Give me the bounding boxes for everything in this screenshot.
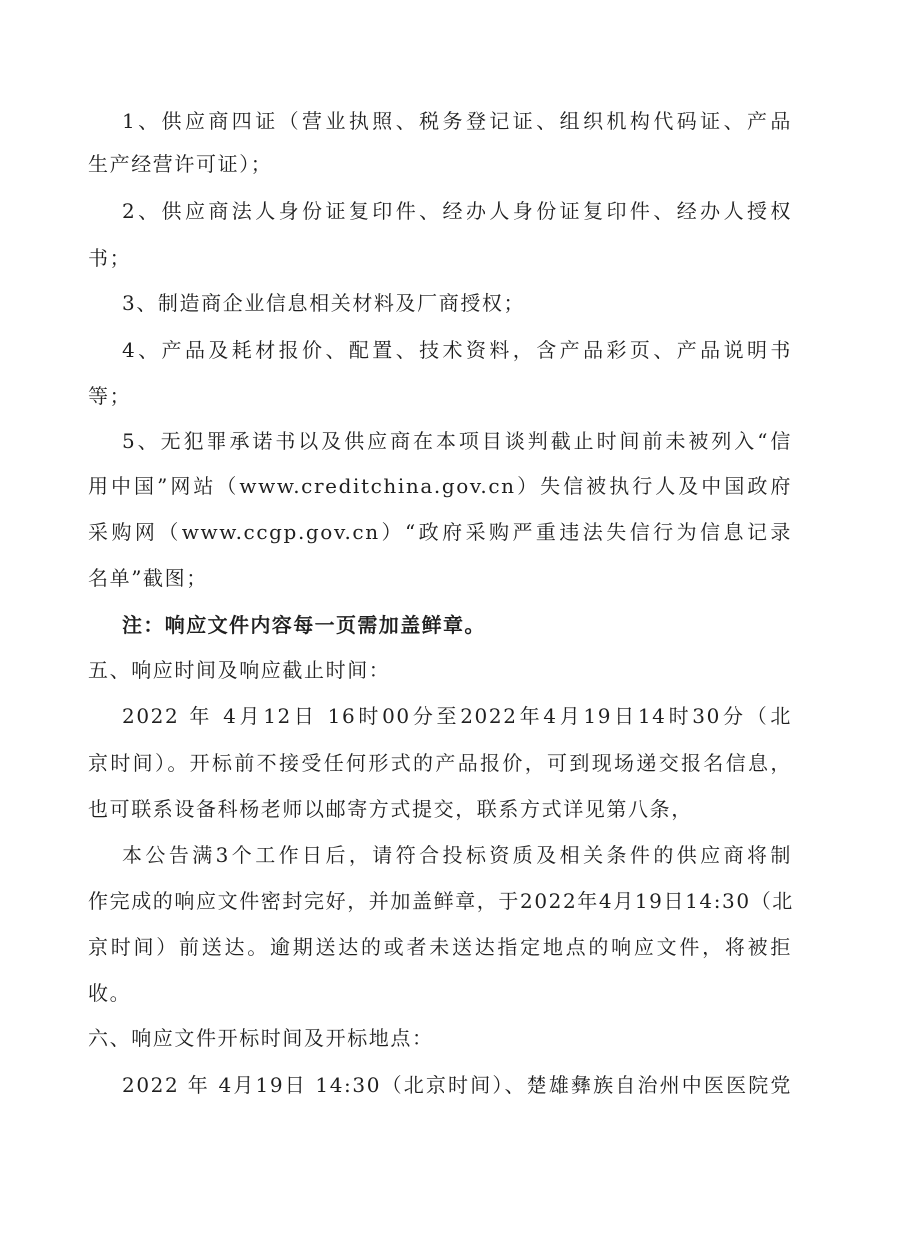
- list-item-3: 3、制造商企业信息相关材料及厂商授权；: [122, 291, 526, 315]
- note-text: 注：响应文件内容每一页需加盖鲜章。: [122, 613, 486, 637]
- list-item-2-line-2: 书；: [88, 246, 132, 270]
- list-item-4-line-2: 等；: [88, 384, 132, 408]
- submission-line-4: 收。: [88, 981, 132, 1005]
- submission-line-1: 本公告满3个工作日后，请符合投标资质及相关条件的供应商将制: [122, 843, 792, 867]
- submission-line-3: 京时间）前送达。逾期送达的或者未送达指定地点的响应文件，将被拒: [88, 935, 792, 959]
- list-item-5-line-3: 采购网（www.ccgp.gov.cn）“政府采购严重违法失信行为信息记录: [88, 520, 792, 544]
- section-5-heading: 五、响应时间及响应截止时间：: [88, 658, 391, 682]
- submission-line-2: 作完成的响应文件密封完好，并加盖鲜章，于2022年4月19日14:30（北: [88, 889, 794, 913]
- opening-time-line-1: 2022 年 4月19日 14:30（北京时间）、楚雄彝族自治州中医医院党: [122, 1073, 792, 1097]
- list-item-1-line-2: 生产经营许可证）；: [88, 152, 273, 176]
- list-item-5-line-4: 名单”截图；: [88, 566, 208, 590]
- list-item-5-line-1: 5、无犯罪承诺书以及供应商在本项目谈判截止时间前未被列入“信: [122, 429, 792, 453]
- response-time-line-1: 2022 年 4月12日 16时00分至2022年4月19日14时30分（北: [122, 704, 792, 728]
- section-6-heading: 六、响应文件开标时间及开标地点：: [88, 1026, 434, 1050]
- response-time-line-3: 也可联系设备科杨老师以邮寄方式提交，联系方式详见第八条，: [88, 797, 693, 821]
- list-item-4-line-1: 4、产品及耗材报价、配置、技术资料，含产品彩页、产品说明书: [122, 338, 792, 362]
- response-time-line-2: 京时间）。开标前不接受任何形式的产品报价，可到现场递交报名信息，: [88, 751, 792, 775]
- list-item-5-line-2: 用中国”网站（www.creditchina.gov.cn）失信被执行人及中国政府: [88, 474, 792, 498]
- list-item-2-line-1: 2、供应商法人身份证复印件、经办人身份证复印件、经办人授权: [122, 199, 792, 223]
- list-item-1-line-1: 1、供应商四证（营业执照、税务登记证、组织机构代码证、产品: [122, 109, 792, 133]
